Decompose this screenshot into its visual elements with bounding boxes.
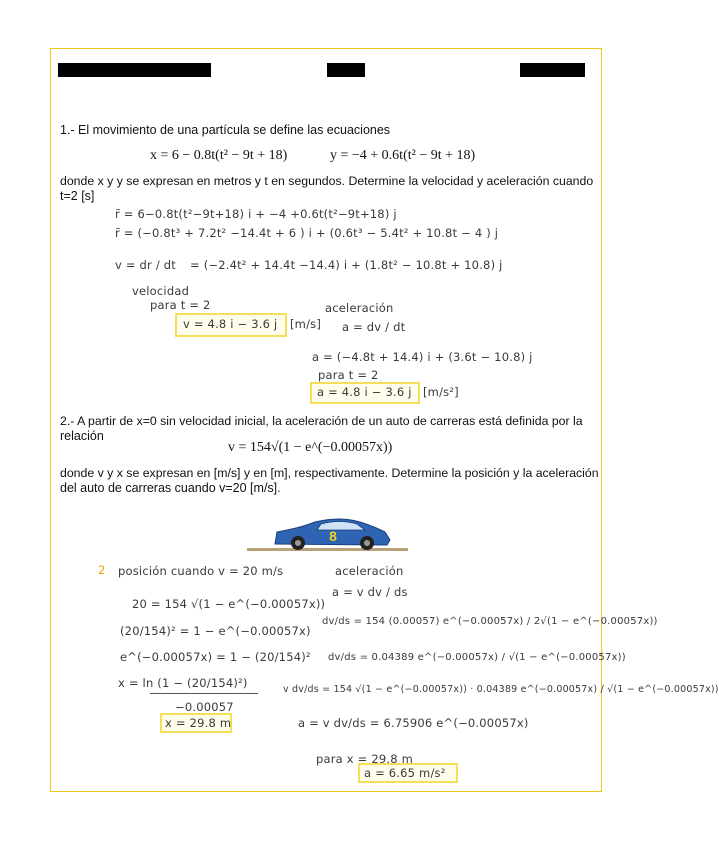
hw-acceleration-expression: a = (−4.8t + 14.4) i + (3.6t − 10.8) j: [312, 350, 533, 364]
problem1-statement: 1.- El movimiento de una partícula se define las ecuaciones: [60, 123, 391, 137]
hw-velocity-units: [m/s]: [290, 317, 322, 331]
hw-acceleration-definition: a = dv / dt: [342, 320, 406, 334]
hw-vdvds-line: v dv/ds = 154 √(1 − e^(−0.00057x)) · 0.04389 e^(−0.00057x) / √(1 − e^(−0.00057x)): [283, 684, 719, 695]
problem2-statement-line2: relación: [60, 429, 104, 443]
hw-accel-result: a = 6.65 m/s²: [364, 766, 446, 780]
hw-accel-definition: a = v dv / ds: [332, 585, 408, 599]
hw-accel-title: aceleración: [335, 564, 404, 578]
hw-position-vector-line1: r̄ = 6−0.8t(t²−9t+18) i + −4 +0.6t(t²−9t+18) j: [115, 207, 397, 221]
hw-velocity-result: v = 4.8 i − 3.6 j: [183, 317, 278, 331]
hw-problem2-number: 2: [98, 563, 106, 577]
problem2-statement-line1: 2.- A partir de x=0 sin velocidad inicial, la aceleración de un auto de carreras está definida por la: [60, 414, 583, 428]
hw-velocidad-label: velocidad: [132, 284, 190, 298]
hw-pos-line5: −0.00057: [175, 700, 234, 714]
hw-accel-formula: a = v dv/ds = 6.75906 e^(−0.00057x): [298, 716, 529, 730]
hw-velocity-expression: = (−2.4t² + 14.4t −14.4) i + (1.8t² − 10.8t + 10.8) j: [190, 258, 503, 272]
hw-para-t2-accel: para t = 2: [318, 368, 379, 382]
hw-position-result: x = 29.8 m: [165, 716, 232, 730]
hw-pos-line3: e^(−0.00057x) = 1 − (20/154)²: [120, 650, 311, 664]
road-line: [247, 548, 408, 551]
redacted-name-block: [58, 63, 211, 77]
problem1-eq-x: x = 6 − 0.8t(t² − 9t + 18): [150, 148, 288, 163]
hw-pos-line2: (20/154)² = 1 − e^(−0.00057x): [120, 624, 311, 638]
problem2-prompt-line1: donde v y x se expresan en [m/s] y en [m], respectivamente. Determine la posición y la aceleración: [60, 466, 599, 480]
problem1-prompt-line2: t=2 [s]: [60, 189, 95, 203]
car-hub-rear: [295, 540, 301, 546]
race-car-illustration: [245, 510, 410, 555]
hw-velocity-definition: v = dr / dt: [115, 258, 176, 272]
problem1-prompt-line1: donde x y y se expresan en metros y t en segundos. Determine la velocidad y aceleración cuando: [60, 174, 594, 188]
hw-dvds-line2: dv/ds = 0.04389 e^(−0.00057x) / √(1 − e^(−0.00057x)): [328, 652, 626, 663]
hw-dvds-line1: dv/ds = 154 (0.00057) e^(−0.00057x) / 2√(1 − e^(−0.00057x)): [322, 616, 658, 627]
problem2-eq-v: v = 154√(1 − e^(−0.00057x)): [228, 440, 393, 455]
redacted-id-block: [327, 63, 365, 77]
hw-position-title: posición cuando v = 20 m/s: [118, 564, 284, 578]
car-number: 8: [329, 528, 337, 544]
hw-pos-line4: x = ln (1 − (20/154)²): [118, 676, 248, 690]
hw-aceleracion-label: aceleración: [325, 301, 394, 315]
problem1-eq-y: y = −4 + 0.6t(t² − 9t + 18): [330, 148, 476, 163]
hw-acceleration-result: a = 4.8 i − 3.6 j: [317, 385, 412, 399]
hw-position-vector-line2: r̄ = (−0.8t³ + 7.2t² −14.4t + 6 ) i + (0.6t³ − 5.4t² + 10.8t − 4 ) j: [115, 226, 499, 240]
hw-pos-line1: 20 = 154 √(1 − e^(−0.00057x)): [132, 597, 326, 611]
hw-fraction-bar: [150, 693, 258, 694]
redacted-date-block: [520, 63, 585, 77]
hw-para-t2: para t = 2: [150, 298, 211, 312]
hw-para-x: para x = 29.8 m: [316, 752, 413, 766]
hw-acceleration-units: [m/s²]: [423, 385, 459, 399]
problem2-prompt-line2: del auto de carreras cuando v=20 [m/s].: [60, 481, 281, 495]
car-hub-front: [364, 540, 370, 546]
